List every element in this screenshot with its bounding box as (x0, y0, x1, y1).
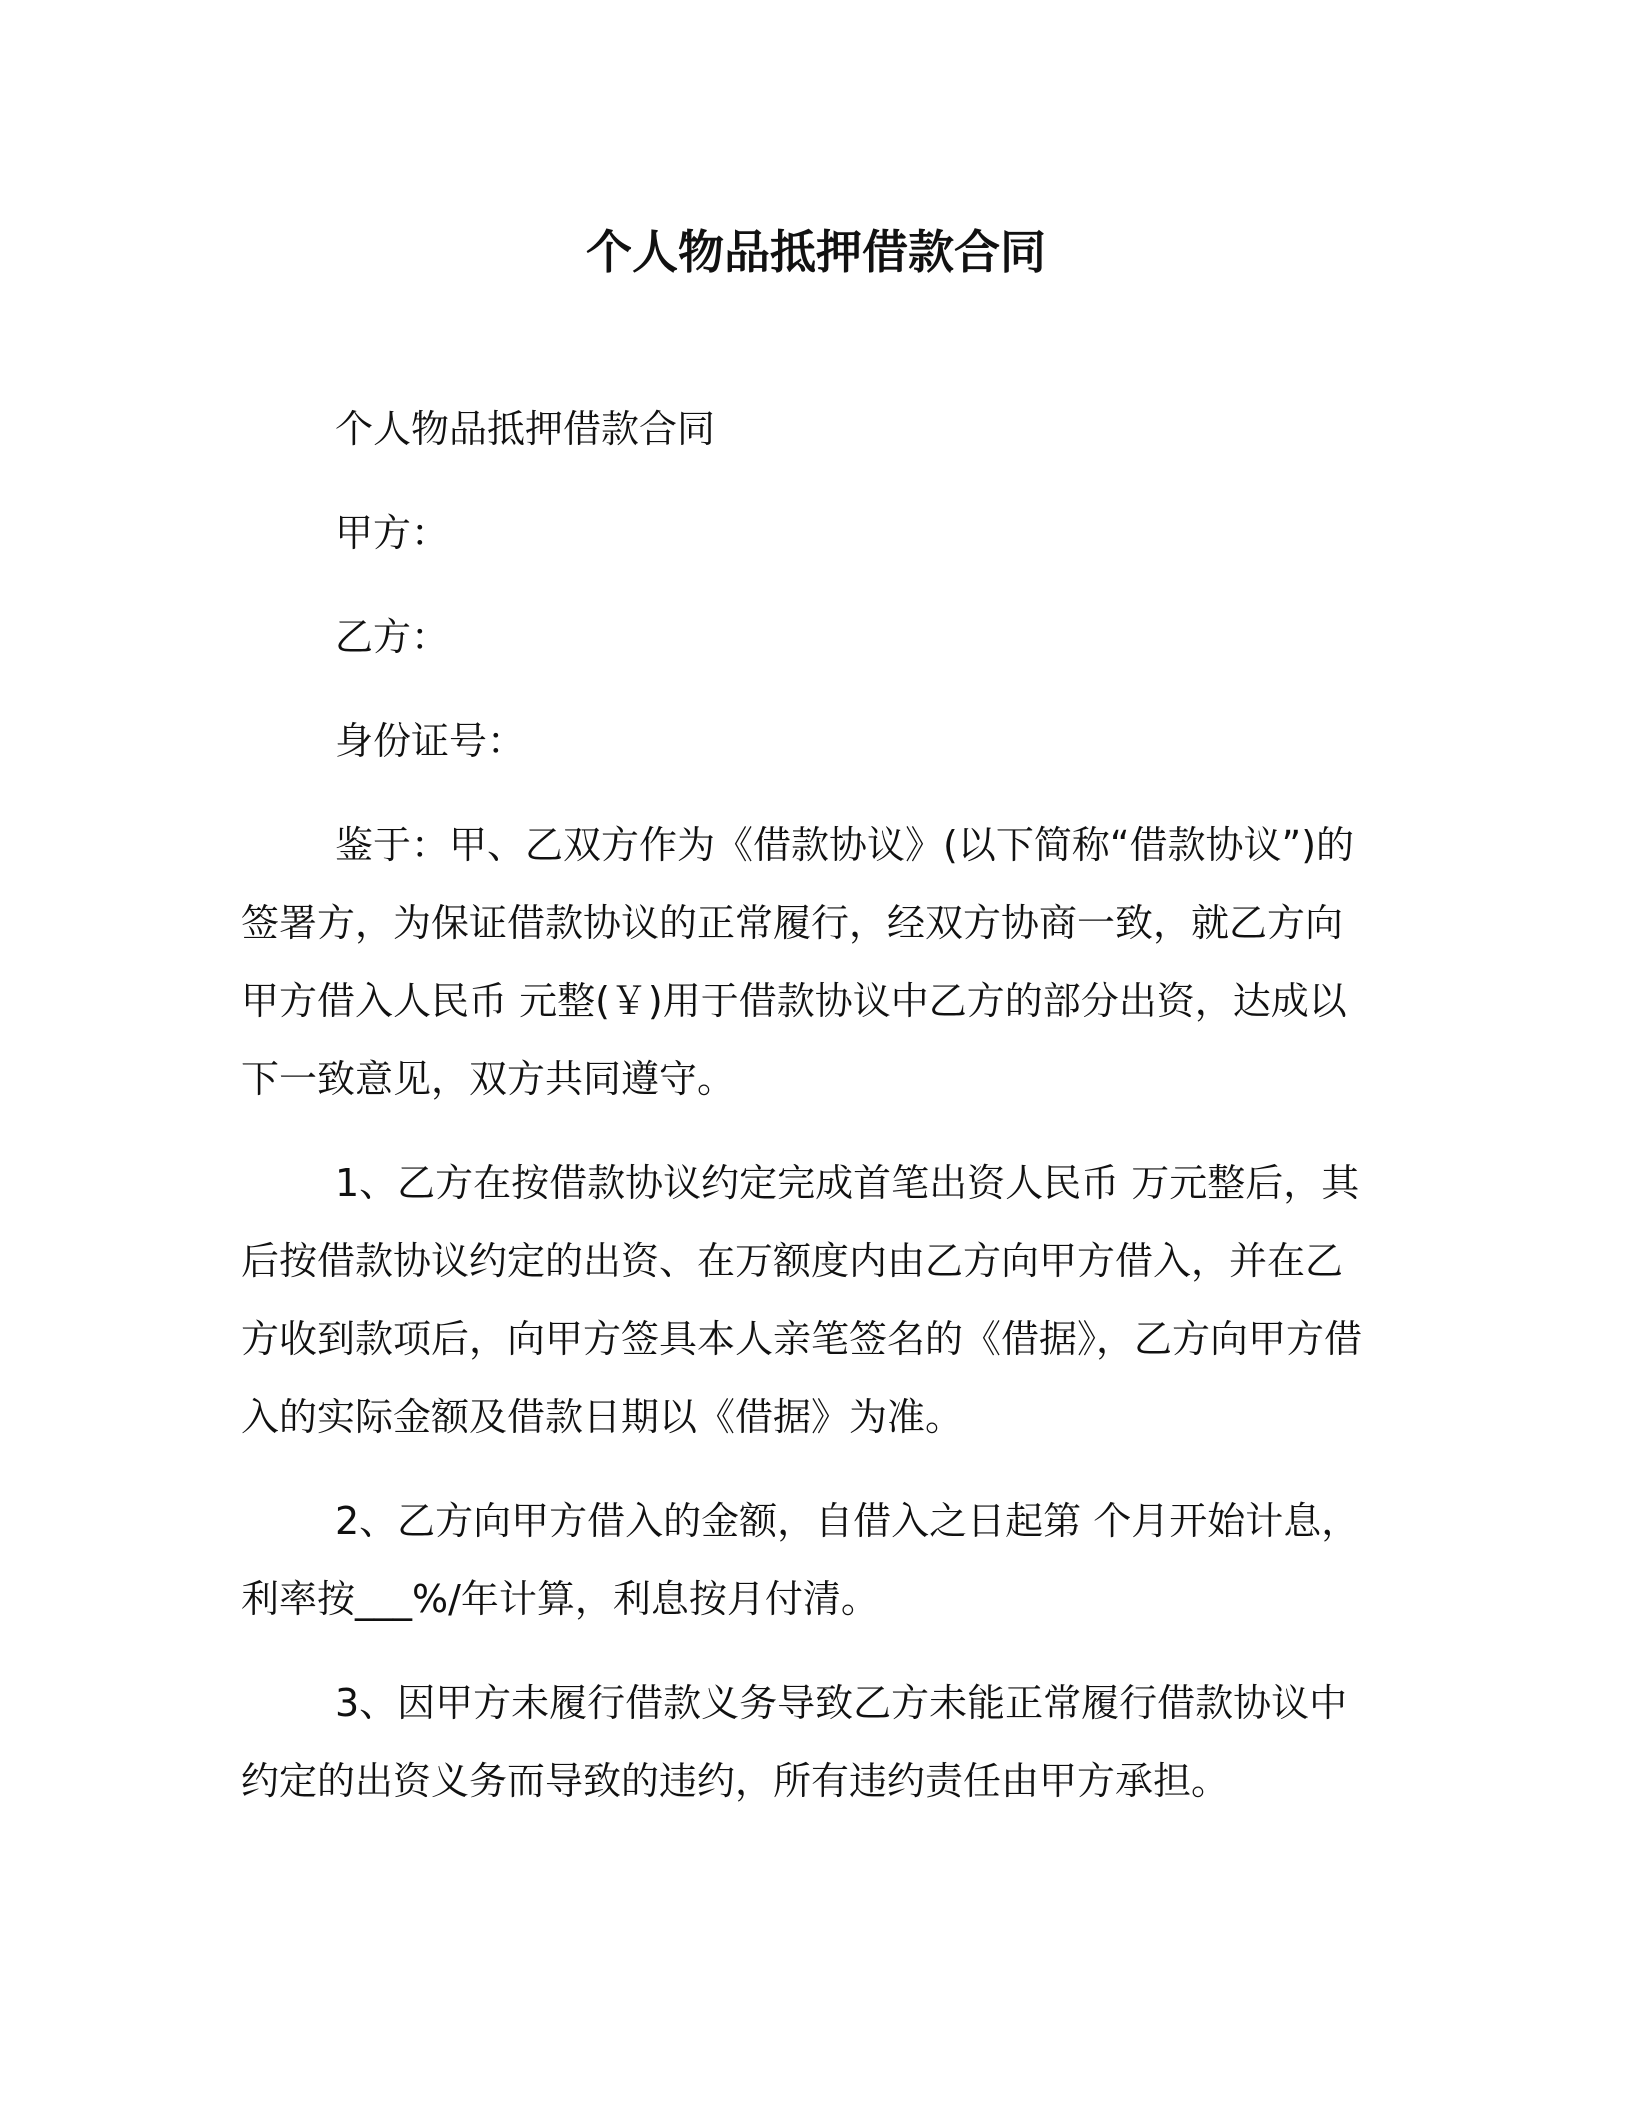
document-body (241, 390, 1379, 1846)
document-title: 个人物品抵押借款合同 (586, 225, 1046, 279)
clause-1: 1、乙方在按借款协议约定完成首笔出资人民币 万元整后，其后按借款协议约定的出资、在万额度内由乙方向甲方借入，并在乙方收到款项后，向甲方签具本人亲笔签名的《借据》，乙方向甲方借入的实际金额及借款日期以《借据》为准。 (241, 1161, 1363, 1439)
preamble-paragraph: 鉴于：甲、乙双方作为《借款协议》(以下简称“借款协议”)的签署方，为保证借款协议的正常履行，经双方协商一致，就乙方向甲方借入人民币 元整(￥)用于借款协议中乙方的部分出资，达成以下一致意见，双方共同遵守。 (241, 823, 1355, 1101)
clause-3: 3、因甲方未履行借款义务导致乙方未能正常履行借款协议中约定的出资义务而导致的违约，所有违约责任由甲方承担。 (241, 1681, 1348, 1803)
party-a-field: 甲方： (335, 511, 450, 555)
document-subtitle: 个人物品抵押借款合同 (335, 407, 716, 451)
party-b-field: 乙方： (335, 615, 450, 659)
id-number-field: 身份证号： (335, 719, 526, 763)
clause-2: 2、乙方向甲方借入的金额，自借入之日起第 个月开始计息，利率按___%/年计算，利息按月付清。 (241, 1499, 1360, 1621)
